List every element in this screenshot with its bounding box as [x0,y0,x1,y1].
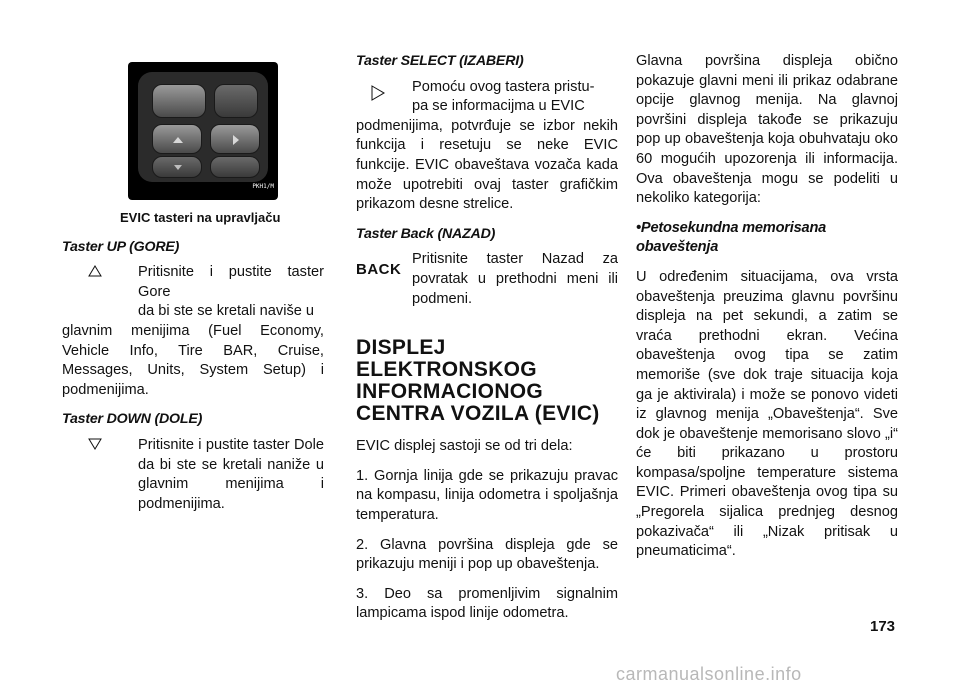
down-triangle-icon [88,438,102,450]
evic-item-1: 1. Gornja linija gde se prikazuju pravac na kompasu, linija odometra i spoljašnja temperatura. [356,467,618,523]
down-description-text: Pritisnite i pustite taster Dole da bi ste se kretali naniže u glavnim menijima i podmenijima. [138,436,324,512]
back-button-heading: Taster Back (NAZAD) [356,225,496,242]
back-label-icon: BACK [356,261,402,279]
photo-caption: EVIC tasteri na upravljaču [120,210,281,225]
up-arrow-icon [153,125,203,155]
select-description-rest: podmenijima, potvrđuje se izbor nekih funkcija i resetuju se neke EVIC funkcije. EVIC obaveštava vozača kada može upotrebiti ovaj taster grafičkim prikazom desne strelice. [356,117,618,213]
photo-tag: PKH1/M [252,183,274,191]
photo-button-top-left [152,84,206,118]
five-second-messages-paragraph: U određenim situacijama, ova vrsta obaveštenja preuzima glavnu površinu displeja na pet sekundi, a zatim se vraća prethodni ekran. Većina obaveštenja ovog tipa se zatim memoriše (sve dok traje situacija koja ga je aktivirala) i može se ponovo videti iz glavnog menija „Obaveštenja“. Sve dok je obaveštenje memorisano slovo „i“ će biti prikazano u prostoru kompasa/spoljne temperature sistema EVIC. Primeri obaveštenja ovog tipa su „Pregorela sijalica prednjeg desnog pokazivača“ ili „Nizak pritisak u pneumaticima“. [636,268,898,560]
five-second-messages-heading: •Petosekundna memorisana obaveštenja [636,219,827,256]
evic-item-3: 3. Deo sa promenljivim signalnim lampicama ispod linije odometra. [356,585,618,622]
column-2 [356,52,618,634]
up-line-2: da bi ste se kretali naviše u [138,303,315,320]
down-arrow-icon [153,157,203,179]
button-bezel [138,72,268,182]
right-arrow-icon [211,125,261,155]
column-1 [62,52,324,524]
watermark: carmanualsonline.info [616,664,802,684]
section-title-line-3: CENTRA VOZILA (EVIC) [356,402,600,426]
select-button-heading: Taster SELECT (IZABERI) [356,53,524,69]
up-button-description [62,263,324,322]
section-title-line-1: DISPLEJ ELEKTRONSKOG [356,336,537,382]
up-description-rest: glavnim menijima (Fuel Economy, Vehicle Info, Tire BAR, Cruise, Messages, Units, System Setup) i podmenijima. [62,322,324,398]
up-triangle-icon [88,265,102,277]
evic-intro: EVIC displej sastoji se od tri dela: [356,438,573,455]
section-title-line-2: INFORMACIONOG [356,380,544,404]
column-3 [636,52,898,572]
select-line-2: pa se informacijma u EVIC [412,98,585,115]
section-title [356,337,618,425]
photo-select-button [210,124,260,154]
right-triangle-icon [370,84,386,102]
select-line-1: Pomoću ovog tastera pristu- [412,78,595,95]
down-button-heading: Taster DOWN (DOLE) [62,411,203,428]
photo-up-button [152,124,202,154]
page-number: 173 [870,618,896,635]
main-display-paragraph: Glavna površina displeja obično pokazuje glavni meni ili prikaz odabrane opcije glavnog menija. Na glavnoj površini displeja takođe se prikazuju pop up obaveštenja koja obuhvataju oko 60 mogućih upozorenja ili informacija. Ova obaveštenja mogu se podeliti u nekoliko kategorija: [636,53,898,207]
photo-down-button [152,156,202,178]
back-description-text: Pritisnite taster Nazad za povratak u prethodni meni ili podmeni. [412,251,618,307]
up-button-heading: Taster UP (GORE) [62,238,180,255]
evic-item-2: 2. Glavna površina displeja gde se prikazuju meniji i pop up obaveštenja. [356,536,618,573]
photo-back-button [210,156,260,178]
back-button-description [356,250,618,309]
up-line-1: Pritisnite i pustite taster Gore [138,264,324,300]
select-button-description [356,78,618,117]
down-button-description [62,436,324,514]
steering-wheel-buttons-photo [128,62,278,200]
photo-button-top-right [214,84,258,118]
